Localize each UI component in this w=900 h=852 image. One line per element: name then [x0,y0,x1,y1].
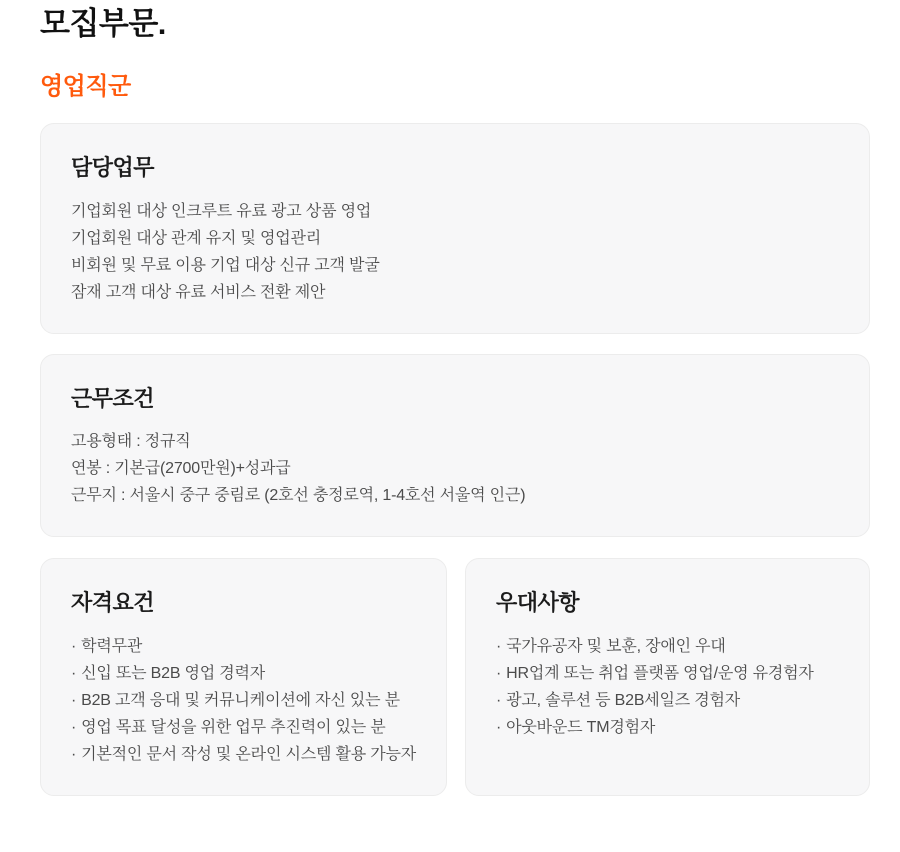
card-duties [40,123,870,334]
preferred-item [496,714,839,741]
preferred-item [496,660,839,687]
qualifications-item-text: 영업 목표 달성을 위한 업무 추진력이 있는 분 [81,719,386,737]
section-title-sales-group: 영업직군 [40,72,131,100]
bullet-dot: · [71,719,77,737]
card-duties-title: 담당업무 [71,155,155,181]
preferred-item [496,687,839,714]
preferred-item-text: 아웃바운드 TM경험자 [506,719,656,737]
bullet-dot: · [495,719,502,737]
conditions-line: 고용형태 : 정규직 [71,433,191,451]
preferred-item-text: 국가유공자 및 보훈, 장애인 우대 [506,638,726,656]
bullet-dot: · [71,638,77,656]
qualifications-item [71,660,416,687]
qualifications-item [71,741,416,768]
qualifications-item-text: B2B 고객 응대 및 커뮤니케이션에 자신 있는 분 [81,692,400,710]
duties-line: 비회원 및 무료 이용 기업 대상 신규 고객 발굴 [71,256,380,274]
qualifications-item-text: 학력무관 [81,638,143,656]
bullet-dot: · [71,665,77,683]
card-qualifications [40,558,447,796]
qualifications-item [71,687,416,714]
preferred-item [496,633,839,660]
card-work-conditions [40,354,870,538]
bullet-dot: · [495,638,502,656]
card-qualifications-title: 자격요건 [71,590,155,616]
card-preferred [465,558,870,796]
duties-line: 잠재 고객 대상 유료 서비스 전환 제안 [71,283,326,301]
card-work-conditions-title: 근무조건 [71,385,155,411]
bullet-dot: · [495,665,502,683]
preferred-item-text: HR업계 또는 취업 플랫폼 영업/운영 유경험자 [506,665,814,683]
page-title: 모집부문. [40,6,166,41]
bullet-dot: · [71,746,77,764]
qualifications-item [71,714,416,741]
qualifications-preferred-row [40,558,870,796]
bullet-dot: · [495,692,502,710]
bullet-dot: · [71,692,77,710]
qualifications-item-text: 기본적인 문서 작성 및 온라인 시스템 활용 가능자 [81,746,416,764]
qualifications-item [71,633,416,660]
card-preferred-title: 우대사항 [495,590,579,616]
qualifications-item-text: 신입 또는 B2B 영업 경력자 [81,665,266,683]
preferred-item-text: 광고, 솔루션 등 B2B세일즈 경험자 [506,692,741,710]
duties-line: 기업회원 대상 관계 유지 및 영업관리 [71,229,322,247]
conditions-line: 근무지 : 서울시 중구 중림로 (2호선 충정로역, 1-4호선 서울역 인근) [71,487,526,505]
duties-line: 기업회원 대상 인크루트 유료 광고 상품 영업 [71,202,372,220]
conditions-line: 연봉 : 기본급(2700만원)+성과급 [71,460,291,478]
